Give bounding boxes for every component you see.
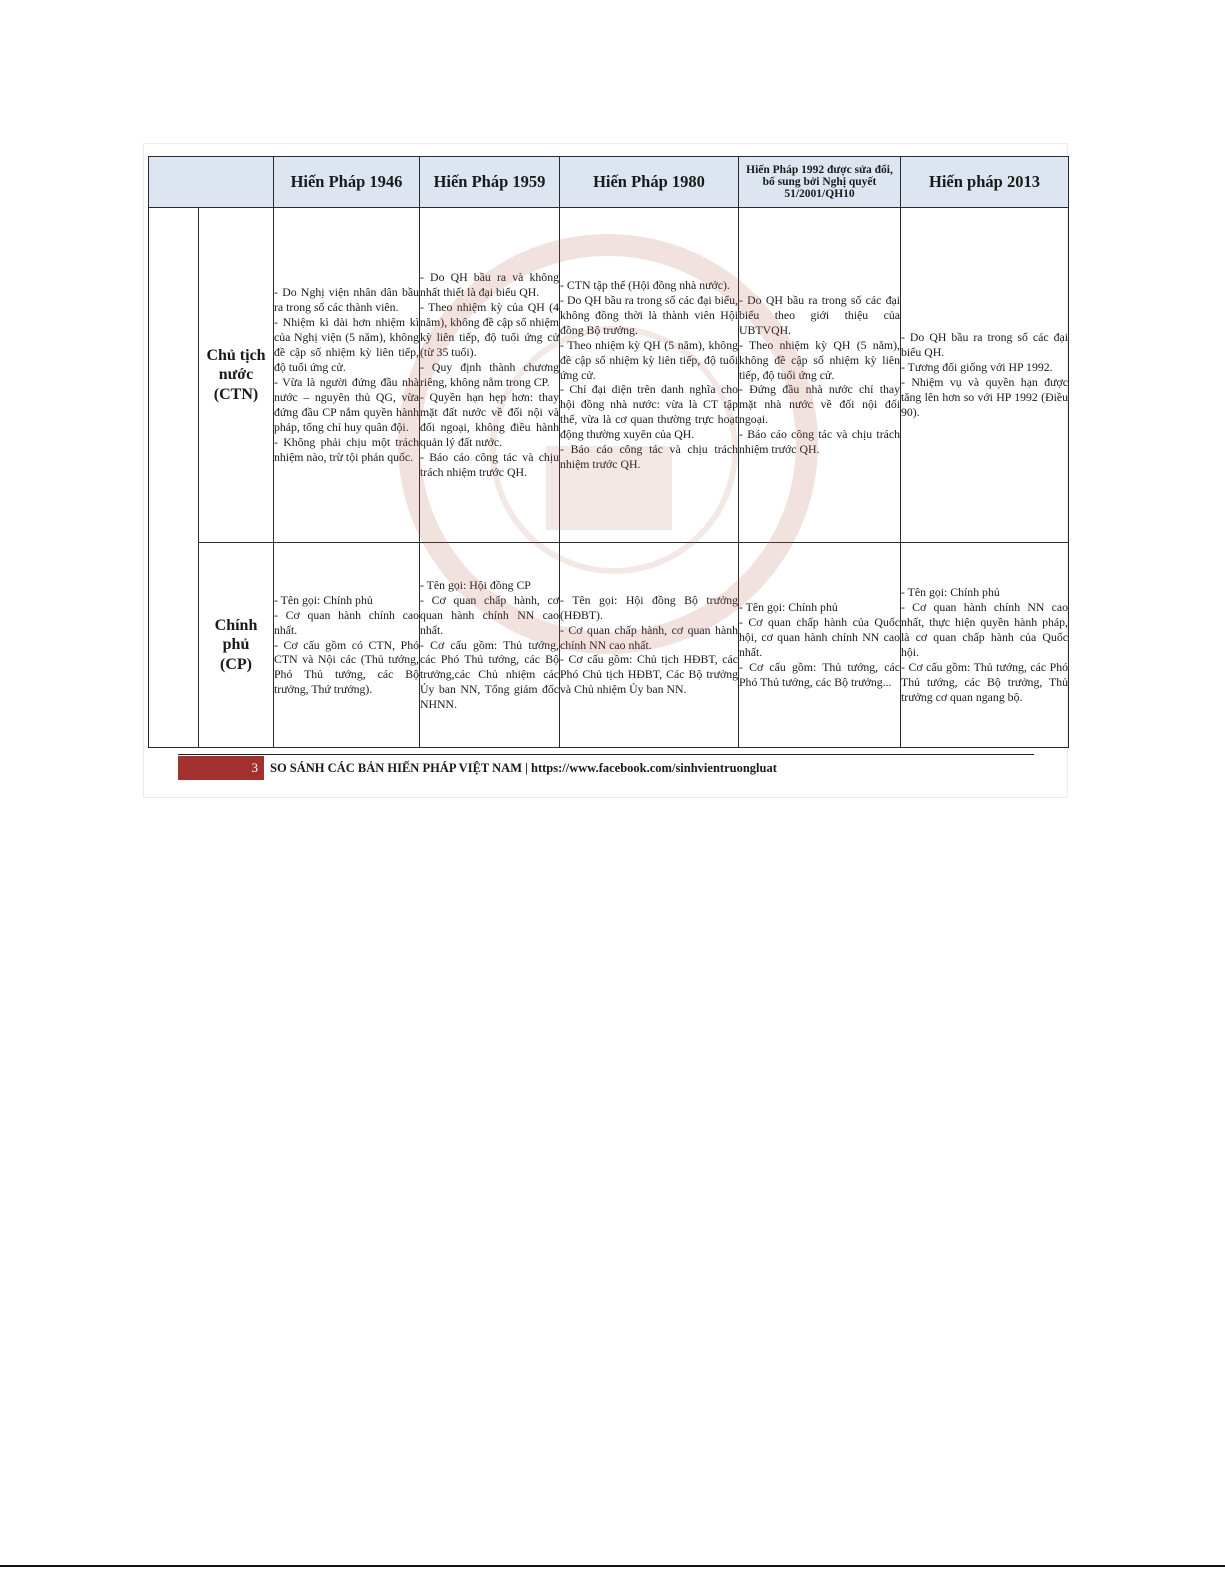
- cell-ctn-1980: [560, 208, 739, 543]
- cell-line: - Tên gọi: Chính phủ: [274, 592, 373, 607]
- cell-line: - Cơ quan chấp hành, cơ quan hành chính NN cao nhất.: [420, 592, 559, 637]
- cell-line: - Cơ quan chấp hành, cơ quan hành chính NN cao nhất.: [560, 622, 738, 652]
- header-row: [149, 157, 1069, 208]
- cell-line: - Tên gọi: Hội đồng Bộ trưởng (HĐBT).: [560, 592, 738, 622]
- cell-line: - Quyền hạn hẹp hơn: thay mặt đất nước về đối nội và đối ngoại, không điều hành quản lý đất nước.: [420, 389, 559, 449]
- cell-line: - Theo nhiệm kỳ của QH (4 năm), không đề cập số nhiệm kỳ liên tiếp, độ tuổi ứng cử (từ 35 tuổi).: [420, 300, 559, 360]
- cell-line: - Cơ quan hành chính NN cao nhất, thực hiện quyền hành pháp, là cơ quan chấp hành của Quốc hội.: [901, 600, 1068, 659]
- cell-line: - Nhiệm vụ và quyền hạn được tăng lên hơn so với HP 1992 (Điều 90).: [901, 375, 1068, 419]
- cell-line: - Quy định thành chương riêng, không nằm trong CP.: [420, 360, 559, 389]
- cell-line: - Do QH bầu ra trong số các đại biểu QH.: [901, 330, 1068, 360]
- cell-line: - Cơ cấu gồm: Chủ tịch HĐBT, các Phó Chủ tịch HĐBT, Các Bộ trưởng và Chủ nhiệm Ủy ban NN.: [560, 652, 738, 697]
- row-ctn: [149, 208, 1069, 543]
- cell-line: - Tên gọi: Chính phủ: [901, 585, 1000, 600]
- header-hp1980: Hiến Pháp 1980: [560, 157, 739, 208]
- cell-line: - Đứng đầu nhà nước chỉ thay mặt nhà nước về đối nội đối ngoại.: [739, 382, 900, 427]
- cell-cp-1959: [420, 543, 560, 748]
- cell-line: - Nhiệm kì dài hơn nhiệm kì của Nghị viện (5 năm), không đề cập số nhiệm kỳ liên tiếp, độ tuổi ứng cử.: [274, 315, 419, 375]
- cell-ctn-1946: [274, 208, 420, 543]
- header-empty-cell: [149, 157, 274, 208]
- row-cp: [149, 543, 1069, 748]
- cell-line: - Tương đối giống với HP 1992.: [901, 360, 1053, 375]
- cell-line: - Báo cáo công tác và chịu trách nhiệm trước QH.: [420, 449, 559, 479]
- cell-cp-2013: [901, 543, 1069, 748]
- cell-line: - Cơ cấu gồm có CTN, Phó CTN và Nội các (Thủ tướng, Phó Thủ tướng, các Bộ trưởng, Thứ trưởng).: [274, 637, 419, 697]
- cell-line: - Không phải chịu một trách nhiệm nào, trừ tội phản quốc.: [274, 434, 419, 464]
- cell-line: - Cơ cấu gồm: Thủ tướng, các Phó Thủ tướng, các Bộ trưởng, Thủ trưởng cơ quan ngang bộ.: [901, 659, 1068, 704]
- cell-ctn-1992: [739, 208, 901, 543]
- cell-line: - Vừa là người đứng đầu nhà nước – nguyên thủ QG, vừa đứng đầu CP nắm quyền hành pháp, tổng chỉ huy quân đội.: [274, 375, 419, 434]
- row-label-ctn: [199, 208, 274, 543]
- row-label-line: phủ: [222, 636, 250, 654]
- cell-line: - Chỉ đại diện trên danh nghĩa cho hội đồng nhà nước: vừa là CT tập thể, vừa là cơ quan thường trực hoạt động thường xuyên của QH.: [560, 382, 738, 442]
- cell-line: - Do QH bầu ra và không nhất thiết là đại biểu QH.: [420, 270, 559, 300]
- comparison-table: [148, 156, 1069, 748]
- row-label-line: Chủ tịch: [206, 347, 266, 365]
- bottom-divider: [0, 1565, 1225, 1567]
- cell-line: - Do Nghị viện nhân dân bầu ra trong số các thành viên.: [274, 285, 419, 315]
- group-column-cell: [149, 208, 199, 748]
- row-label-line: (CTN): [213, 385, 259, 403]
- cell-line: - Do QH bầu ra trong số các đại biểu, không đồng thời là thành viên Hội đồng Bộ trưởng.: [560, 292, 738, 337]
- cell-line: - Cơ quan chấp hành của Quốc hội, cơ quan hành chính NN cao nhất.: [739, 615, 900, 659]
- footer-rule: [178, 754, 1034, 755]
- cell-line: - Báo cáo công tác và chịu trách nhiệm trước QH.: [560, 442, 738, 472]
- cell-line: - CTN tập thể (Hội đồng nhà nước).: [560, 277, 730, 292]
- cell-line: - Tên gọi: Chính phủ: [739, 600, 838, 615]
- cell-line: - Cơ quan hành chính cao nhất.: [274, 607, 419, 637]
- header-hp1946: Hiến Pháp 1946: [274, 157, 420, 208]
- cell-line: - Theo nhiệm kỳ QH (5 năm), không đề cập số nhiệm kỳ liên tiếp, độ tuổi ứng cử.: [739, 337, 900, 382]
- cell-line: - Cơ cấu gồm: Thủ tướng, các Phó Thủ tướng, các Bộ trưởng,các Chủ nhiệm các Ủy ban NN, Tổng giám đốc NHNN.: [420, 637, 559, 712]
- row-label-line: (CP): [220, 655, 252, 673]
- cell-ctn-1959: [420, 208, 560, 543]
- cell-cp-1980: [560, 543, 739, 748]
- row-label-line: Chính: [214, 617, 258, 635]
- cell-line: - Do QH bầu ra trong số các đại biểu theo giới thiệu của UBTVQH.: [739, 292, 900, 337]
- cell-cp-1946: [274, 543, 420, 748]
- cell-ctn-2013: [901, 208, 1069, 543]
- footer-text: SO SÁNH CÁC BẢN HIẾN PHÁP VIỆT NAM | https://www.facebook.com/sinhvientruongluat: [270, 761, 777, 775]
- cell-cp-1992: [739, 543, 901, 748]
- cell-line: - Tên gọi: Hội đồng CP: [420, 577, 531, 592]
- row-label-line: nước: [218, 366, 254, 384]
- header-hp1959: Hiến Pháp 1959: [420, 157, 560, 208]
- cell-line: - Báo cáo công tác và chịu trách nhiệm trước QH.: [739, 427, 900, 457]
- footer-page-number: 3: [178, 756, 264, 780]
- header-hp1992: Hiến Pháp 1992 được sửa đổi, bổ sung bởi Nghị quyết 51/2001/QH10: [739, 157, 901, 208]
- row-label-cp: [199, 543, 274, 748]
- cell-line: - Cơ cấu gồm: Thủ tướng, các Phó Thủ tướng, các Bộ trưởng...: [739, 659, 900, 689]
- header-hp2013: Hiến pháp 2013: [901, 157, 1069, 208]
- cell-line: - Theo nhiệm kỳ QH (5 năm), không đề cập số nhiệm kỳ liên tiếp, độ tuổi ứng cử.: [560, 337, 738, 382]
